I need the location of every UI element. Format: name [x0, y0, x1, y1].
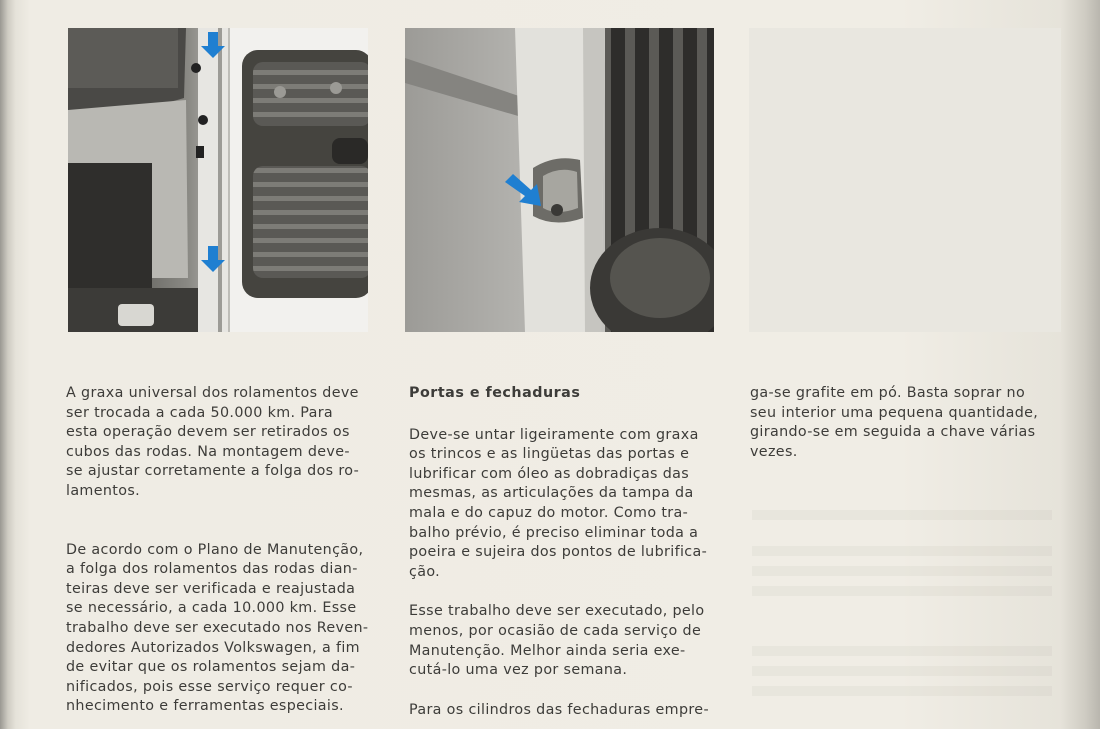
paragraph-lock-cylinders: Para os cilindros das fechaduras empre-: [409, 701, 709, 718]
show-through-mark: [752, 586, 1052, 596]
text-column-3: [750, 384, 1056, 462]
paragraph-frequency: Esse trabalho deve ser executado, pelo menos, por ocasião de cada serviço de Manutenção. Melhor ainda seria exe- cutá-lo uma vez por semana.: [409, 603, 705, 679]
paragraph-maintenance-plan: De acordo com o Plano de Manutenção, a folga dos rolamentos das rodas dian- teiras deve ser verificada e reajustada se necessário, a cada 10.000 km. Esse trabalho deve ser executado nos Reven- dedores Autorizados Volkswagen, a fim de evitar que os rolamentos sejam da- nificados, pois esse serviço requer co- nhecimento e ferramentas especiais.: [66, 541, 369, 715]
paragraph-bearing-grease: A graxa universal dos rolamentos deve ser trocada a cada 50.000 km. Para esta operação devem ser retirados os cubos das rodas. Na montagem deve- se ajustar corretamente a folga dos ro- lamentos.: [66, 385, 360, 499]
page-binding-edge: [0, 0, 16, 729]
show-through-mark: [752, 546, 1052, 556]
blank-photo-area: [749, 28, 1061, 332]
section-heading: Portas e fechaduras: [409, 385, 581, 401]
text-column-1: [66, 384, 370, 717]
door-hinge-photo: [68, 28, 368, 332]
door-latch-photo: [405, 28, 714, 332]
text-column-2: [409, 384, 714, 720]
show-through-mark: [752, 566, 1052, 576]
paragraph-lubrication: Deve-se untar ligeiramente com graxa os trincos e as lingüetas das portas e lubrificar com óleo as dobradiças das mesmas, as articulações da tampa da mala e do capuz do motor. Como tra- balho prévio, é preciso eliminar toda a poeira e sujeira dos pontos de lubrifica- ção.: [409, 426, 708, 580]
show-through-mark: [752, 646, 1052, 656]
show-through-mark: [752, 666, 1052, 676]
show-through-mark: [752, 686, 1052, 696]
paragraph-graphite: ga-se grafite em pó. Basta soprar no seu interior uma pequena quantidade, girando-se em seguida a chave várias vezes.: [750, 385, 1039, 460]
show-through-mark: [752, 510, 1052, 520]
